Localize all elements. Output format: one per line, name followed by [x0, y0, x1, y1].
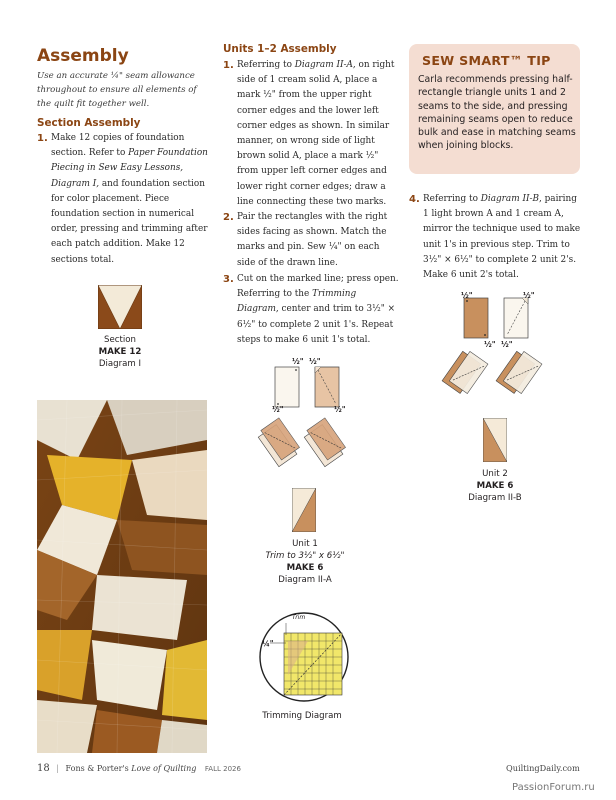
mark-label: ½" — [292, 357, 304, 366]
watermark: PassionForum.ru — [512, 782, 595, 793]
magazine-name: Love of Quilting — [131, 764, 197, 773]
units-step-4: 4. Referring to Diagram II-B, pairing 1 light brown A and 1 cream A, mirror the technique used to make unit 1's in previous step. Trim to 3½" × 6½" to complete 2 unit 2's. Make 6 unit 2's total. — [409, 194, 581, 281]
site-link[interactable]: QuiltingDaily.com — [506, 763, 580, 773]
diagram-reference: Paper Foundation Piecing in Sew Easy Lessons, Diagram I, — [51, 148, 208, 189]
units-heading: Units 1–2 Assembly — [223, 43, 337, 55]
diagram-reference: Diagram II-B — [480, 194, 539, 204]
mark-label: ½" — [309, 357, 321, 366]
mark-label: ½" — [334, 405, 346, 414]
section-step-1: 1. Make 12 copies of foundation section. Refer to Paper Foundation Piecing in Sew Easy Lessons, Diagram I, and foundation section for color placement. Piece foundation section in numerical order, pressing and trimming after each patch addition. Make 12 sections total. — [37, 133, 208, 265]
unit-2-block — [483, 418, 507, 462]
mark-label: ½" — [523, 291, 535, 300]
mark-label: ½" — [461, 291, 473, 300]
diagram-ii-a-figure — [255, 355, 365, 480]
unit-1-label: Unit 1 — [292, 539, 318, 549]
section-diagram-i — [98, 285, 142, 329]
units-step-2: 2. Pair the rectangles with the right sides facing as shown. Match the marks and pin. Sew ¼" on each side of the drawn line. — [223, 212, 388, 268]
quarter-label: ¼" — [262, 639, 274, 648]
section-assembly-heading: Section Assembly — [37, 117, 141, 129]
assembly-intro: Use an accurate ¼" seam allowance throughout to ensure all elements of the quilt fit together well. — [37, 71, 197, 109]
page-footer: 18 | Fons & Porter's Love of Quilting FALL 2026 — [37, 763, 241, 774]
assembly-heading: Assembly — [37, 46, 129, 66]
quilt-photo — [37, 400, 207, 753]
step-number: 3. — [223, 274, 234, 285]
diagram-i-name: Diagram I — [98, 359, 142, 369]
mark-label: ½" — [484, 340, 496, 349]
page-number: 18 — [37, 763, 50, 774]
unit-1-block — [292, 488, 316, 532]
step-number: 1. — [223, 60, 234, 71]
diagram-i-caption — [70, 334, 170, 370]
step-number: 1. — [37, 133, 48, 144]
mark-label: ½" — [272, 405, 284, 414]
diagram-i-label: Section — [104, 335, 136, 345]
diagram-reference: Diagram II-A — [294, 60, 353, 70]
trimming-diagram-label: Trimming Diagram — [262, 711, 342, 721]
unit-2-make: MAKE 6 — [476, 481, 514, 491]
diagram-ii-b-name: Diagram II-B — [468, 493, 522, 503]
tip-body: Carla recommends pressing half-rectangle triangle units 1 and 2 seams to the side, and pressing remaining seams open to reduce bulk and ease in matching seams when joining blocks. — [418, 74, 576, 152]
diagram-ii-a-name: Diagram II-A — [278, 575, 332, 585]
diagram-i-make: MAKE 12 — [98, 347, 142, 357]
step-number: 2. — [223, 212, 234, 223]
issue-label: FALL 2026 — [204, 765, 241, 773]
mark-label: ½" — [501, 340, 513, 349]
tip-heading: SEW SMART™ TIP — [422, 53, 551, 68]
step-number: 4. — [409, 194, 420, 205]
units-step-3: 3. Cut on the marked line; press open. Referring to the Trimming Diagram, center and trim to 3½" × 6½" to complete 2 unit 1's. Repeat steps to make 6 unit 1's total. — [223, 274, 399, 345]
diagram-ii-a-caption — [250, 538, 360, 586]
unit-1-make: MAKE 6 — [286, 563, 324, 573]
units-step-1: 1. Referring to Diagram II-A, on right side of 1 cream solid A, place a mark ½" from the upper right corner edges and the lower left corner edges as shown. In similar manner, on wrong side of light brown solid A, place a mark ½" from upper left corner edges and lower right corner edges; draw a line connecting these two marks. — [223, 60, 395, 207]
trim-label: Trim — [292, 614, 306, 621]
diagram-reference: Trimming Diagram — [237, 289, 357, 315]
diagram-ii-b-caption — [440, 468, 550, 504]
sew-smart-tip — [409, 44, 580, 174]
unit-2-label: Unit 2 — [482, 469, 508, 479]
unit-1-trim: Trim to 3½" x 6½" — [265, 551, 345, 561]
